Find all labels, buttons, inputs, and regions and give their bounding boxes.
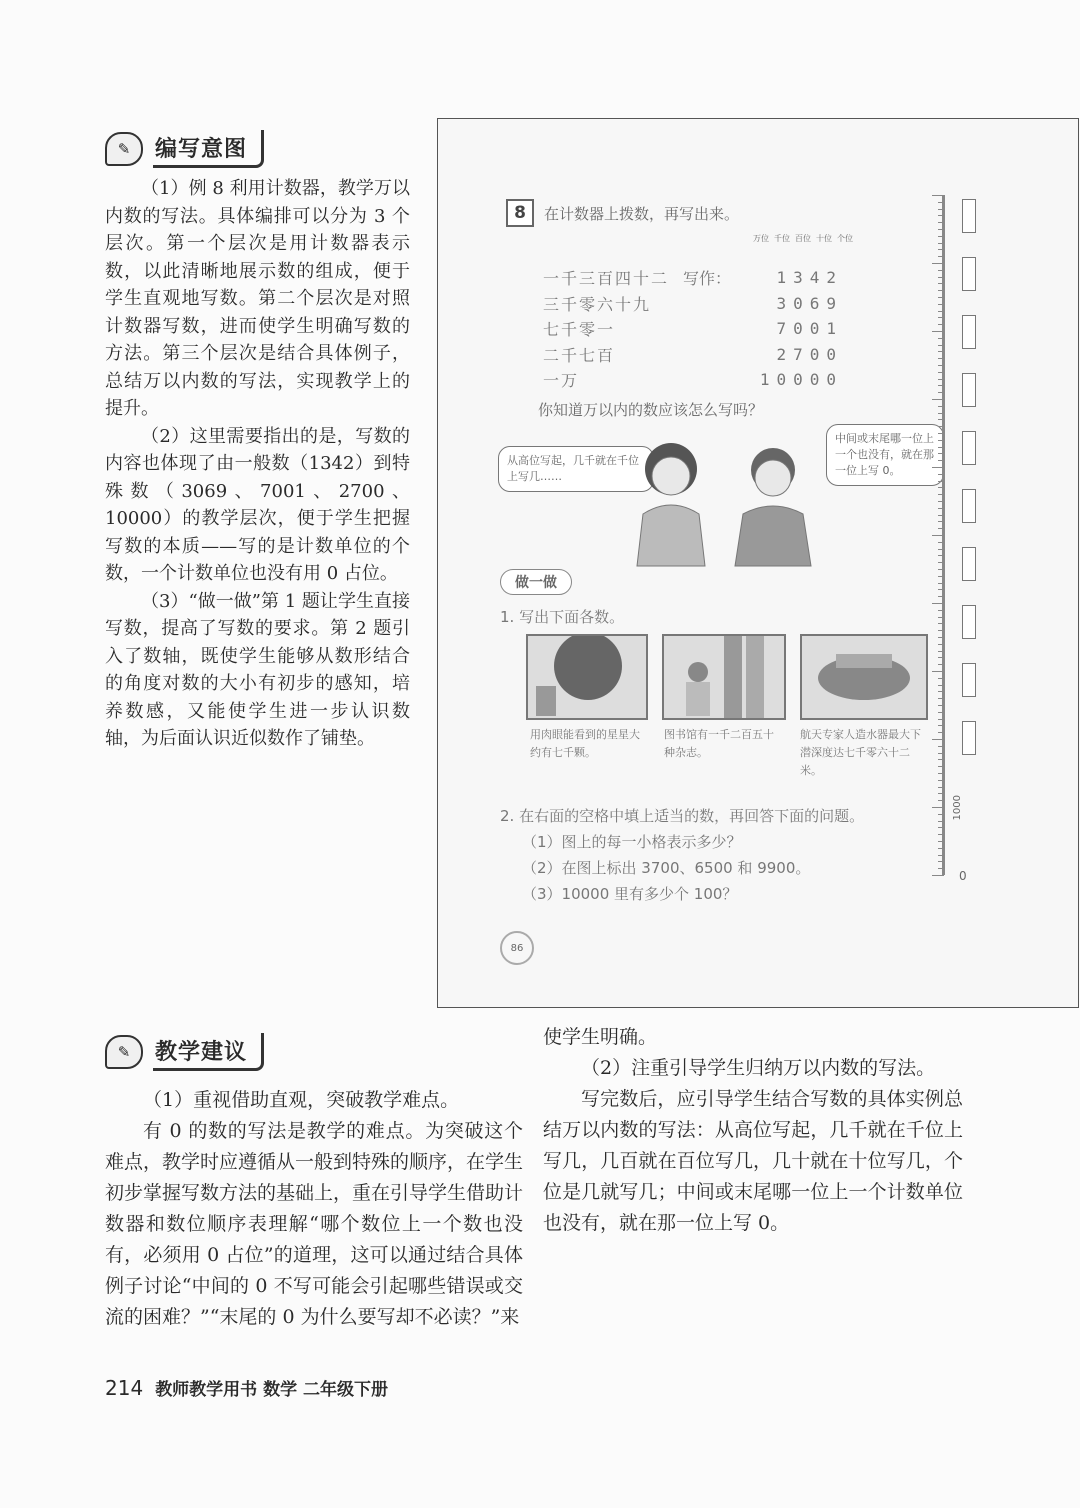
page-number: 214 [105, 1376, 144, 1400]
axis-tick [938, 460, 944, 461]
chinese-number: 七千零一 [543, 320, 616, 340]
written-number: 10000 [759, 370, 843, 390]
example-header [506, 199, 739, 227]
axis-tick [938, 270, 944, 271]
axis-tick [938, 753, 944, 754]
axis-tick [938, 426, 944, 427]
axis-tick [938, 501, 944, 502]
advice-paragraph: （2）注重引导学生归纳万以内数的写法。 [581, 1057, 936, 1079]
place-header: 万位 [753, 234, 769, 243]
example-number: 8 [506, 199, 534, 227]
axis-tick [938, 229, 944, 230]
axis-tick [938, 515, 944, 516]
axis-blank-box [962, 431, 976, 465]
axis-tick [938, 814, 944, 815]
axis-tick [938, 406, 944, 407]
axis-tick [938, 209, 944, 210]
axis-tick [938, 365, 944, 366]
axis-tick [938, 419, 944, 420]
axis-tick [932, 603, 944, 604]
axis-tick [938, 249, 944, 250]
axis-tick [938, 685, 944, 686]
axis-blank-box [962, 663, 976, 697]
axis-blank-box [962, 721, 976, 755]
axis-tick [932, 467, 944, 468]
axis-tick [938, 705, 944, 706]
axis-tick [938, 481, 944, 482]
axis-tick [938, 562, 944, 563]
axis-tick [938, 623, 944, 624]
axis-tick [932, 671, 944, 672]
axis-tick [938, 256, 944, 257]
axis-tick [938, 610, 944, 611]
written-number: 1342 [776, 268, 843, 288]
axis-tick [938, 528, 944, 529]
axis-tick [938, 793, 944, 794]
axis-tick [938, 698, 944, 699]
axis-tick [938, 678, 944, 679]
axis-tick [938, 317, 944, 318]
axis-tick [938, 555, 944, 556]
axis-tick [938, 222, 944, 223]
example-question: 你知道万以内的数应该怎么写吗？ [538, 401, 764, 419]
number-line-ticks [932, 195, 944, 875]
advice-left-column [105, 1085, 523, 1333]
children-illustration [633, 434, 833, 569]
pencil-hand-icon: ✎ [105, 132, 143, 166]
photo-night-sky [526, 634, 648, 720]
q2-item: （2）在图上标出 3700、6500 和 9900。 [522, 859, 811, 877]
axis-tick [938, 834, 944, 835]
axis-tick [938, 453, 944, 454]
axis-tick [938, 773, 944, 774]
axis-tick [938, 392, 944, 393]
q2-item: （1）图上的每一小格表示多少？ [522, 833, 742, 851]
axis-tick [932, 875, 944, 876]
number-row [543, 291, 843, 317]
axis-tick [938, 719, 944, 720]
axis-tick [932, 535, 944, 536]
place-headers [753, 233, 853, 244]
q2-subquestions [522, 829, 810, 907]
photo-caption: 航天专家人造水器最大下潜深度达七千零六十二米。 [800, 728, 921, 777]
axis-label-zero: 0 [959, 869, 967, 883]
example-instruction: 在计数器上拨数，再写出来。 [544, 204, 740, 223]
number-row [543, 342, 843, 368]
axis-tick [932, 331, 944, 332]
axis-tick [938, 521, 944, 522]
photo-caption: 图书馆有一千二百五十种杂志。 [664, 728, 774, 759]
axis-tick [938, 651, 944, 652]
practice-question-1: 1. 写出下面各数。 [500, 608, 625, 626]
axis-tick [938, 290, 944, 291]
axis-tick [938, 712, 944, 713]
intent-paragraph: （3）“做一做”第 1 题让学生直接写数，提高了写数的要求。第 2 题引入了数轴，既使学生能够从数形结合的角度对数的大小有初步的感知，培养数感，又能使学生进一步认识数轴，为后面认识近似数作了铺垫。 [105, 590, 410, 749]
written-number: 7001 [776, 319, 843, 339]
axis-tick [938, 202, 944, 203]
axis-tick [938, 868, 944, 869]
axis-tick [938, 841, 944, 842]
axis-tick [938, 440, 944, 441]
axis-tick [938, 725, 944, 726]
written-number: 3069 [776, 293, 843, 313]
axis-tick [932, 263, 944, 264]
place-header: 个位 [837, 234, 853, 243]
advice-title: 教学建议 [153, 1033, 264, 1071]
axis-tick [938, 821, 944, 822]
axis-tick [938, 324, 944, 325]
number-line-blanks [962, 195, 978, 795]
axis-blank-box [962, 489, 976, 523]
textbook-page-panel [437, 118, 1079, 1008]
advice-paragraph: 有 0 的数的写法是教学的难点。为突破这个难点，教学时应遵循从一般到特殊的顺序，在学生初步掌握写数方法的基础上，重在引导学生借助计数器和数位顺序表理解“哪个数位上一个数也没有，必须用 0 占位”的道理，这可以通过结合具体例子讨论“中间的 0 不写可能会引起哪些错误或交流的困难？”“末尾的 0 为什么要写却不必读？”来 [105, 1120, 524, 1328]
axis-tick [938, 848, 944, 849]
axis-tick [938, 243, 944, 244]
photo-submersible [800, 634, 928, 720]
photo-caption: 用肉眼能看到的星星大约有七千颗。 [530, 728, 640, 759]
axis-tick [938, 215, 944, 216]
chinese-number: 一千三百四十二 [543, 269, 670, 289]
axis-tick [938, 433, 944, 434]
axis-tick [932, 807, 944, 808]
girl-figure [637, 443, 705, 566]
axis-tick [938, 630, 944, 631]
axis-tick [938, 855, 944, 856]
axis-tick [938, 861, 944, 862]
axis-blank-box [962, 257, 976, 291]
textbook-page-number: 86 [500, 931, 534, 965]
chinese-number: 二千七百 [543, 345, 616, 365]
axis-tick [938, 766, 944, 767]
axis-tick [938, 780, 944, 781]
number-table [543, 265, 843, 393]
pencil-hand-icon: ✎ [105, 1035, 143, 1069]
axis-tick [938, 596, 944, 597]
axis-tick [938, 345, 944, 346]
axis-label-1000: 1000 [952, 795, 963, 821]
speech-bubble-left: 从高位写起，几千就在千位上写几…… [498, 446, 654, 492]
axis-tick [938, 589, 944, 590]
axis-tick [938, 800, 944, 801]
advice-paragraph: 写完数后，应引导学生结合写数的具体实例总结万以内数的写法：从高位写起，几千就在千位上写几，几百就在百位写几，几十就在十位写几，个位是几就写几；中间或末尾哪一位上一个计数单位也没有，就在那一位上写 0。 [543, 1088, 963, 1234]
axis-tick [938, 617, 944, 618]
axis-tick [938, 759, 944, 760]
axis-blank-box [962, 547, 976, 581]
photo-library [662, 634, 786, 720]
place-header: 千位 [774, 234, 790, 243]
axis-tick [938, 283, 944, 284]
axis-tick [938, 644, 944, 645]
axis-tick [938, 474, 944, 475]
axis-tick [938, 664, 944, 665]
speech-bubble-right: 中间或末尾哪一位上一个也没有，就在那一位上写 0。 [826, 424, 944, 486]
axis-blank-box [962, 373, 976, 407]
axis-tick [938, 827, 944, 828]
axis-tick [938, 385, 944, 386]
intent-paragraph: （2）这里需要指出的是，写数的内容也体现了由一般数（1342）到特殊数（3069、7001、2700、10000）的教学层次，便于学生把握写数的本质——写的是计数单位的个数，一个计数单位也没有用 0 占位。 [105, 425, 410, 584]
axis-blank-box [962, 199, 976, 233]
axis-tick [938, 732, 944, 733]
axis-tick [938, 358, 944, 359]
axis-tick [938, 576, 944, 577]
axis-tick [932, 399, 944, 400]
practice-label: 做一做 [500, 569, 572, 595]
axis-tick [938, 542, 944, 543]
axis-tick [932, 739, 944, 740]
intent-heading [105, 130, 264, 168]
axis-tick [938, 447, 944, 448]
place-header: 十位 [816, 234, 832, 243]
chinese-number: 三千零六十九 [543, 294, 652, 314]
axis-tick [938, 236, 944, 237]
intent-title: 编写意图 [153, 130, 264, 168]
place-header: 百位 [795, 234, 811, 243]
intent-paragraph: （1）例 8 利用计数器，教学万以内数的写法。具体编排可以分为 3 个层次。第一个层次是用计数器表示数，以此清晰地展示数的组成，便于学生直观地写数。第二个层次是对照计数器写数，进而使学生明确写数的方法。第三个层次是结合具体例子，总结万以内数的写法，实现教学上的提升。 [105, 178, 410, 419]
axis-tick [938, 508, 944, 509]
axis-tick [938, 487, 944, 488]
axis-tick [932, 195, 944, 196]
axis-tick [938, 304, 944, 305]
advice-right-column [543, 1022, 963, 1239]
axis-tick [938, 297, 944, 298]
page-footer [105, 1375, 388, 1400]
axis-tick [938, 413, 944, 414]
book-title: 教师教学用书 数学 二年级下册 [155, 1380, 389, 1400]
write-label: 写作： [683, 269, 732, 289]
axis-blank-box [962, 315, 976, 349]
axis-tick [938, 372, 944, 373]
number-row [543, 316, 843, 342]
axis-tick [938, 583, 944, 584]
axis-tick [938, 549, 944, 550]
axis-tick [938, 569, 944, 570]
axis-tick [938, 338, 944, 339]
axis-tick [938, 494, 944, 495]
axis-tick [938, 311, 944, 312]
q2-item: （3）10000 里有多少个 100？ [522, 885, 738, 903]
axis-tick [938, 657, 944, 658]
axis-tick [938, 787, 944, 788]
axis-tick [938, 351, 944, 352]
axis-blank-box [962, 605, 976, 639]
number-row [543, 265, 843, 291]
written-number: 2700 [776, 344, 843, 364]
axis-tick [938, 637, 944, 638]
advice-heading [105, 1033, 264, 1071]
axis-tick [938, 691, 944, 692]
axis-tick [938, 277, 944, 278]
advice-paragraph: 使学生明确。 [543, 1026, 658, 1048]
boy-figure [735, 448, 811, 566]
number-row [543, 367, 843, 393]
chinese-number: 一万 [543, 371, 580, 391]
intent-body [105, 175, 410, 753]
practice-question-2: 2. 在右面的空格中填上适当的数，再回答下面的问题。 [500, 807, 865, 825]
axis-tick [938, 746, 944, 747]
advice-paragraph: （1）重视借助直观，突破教学难点。 [143, 1089, 460, 1111]
axis-tick [938, 379, 944, 380]
